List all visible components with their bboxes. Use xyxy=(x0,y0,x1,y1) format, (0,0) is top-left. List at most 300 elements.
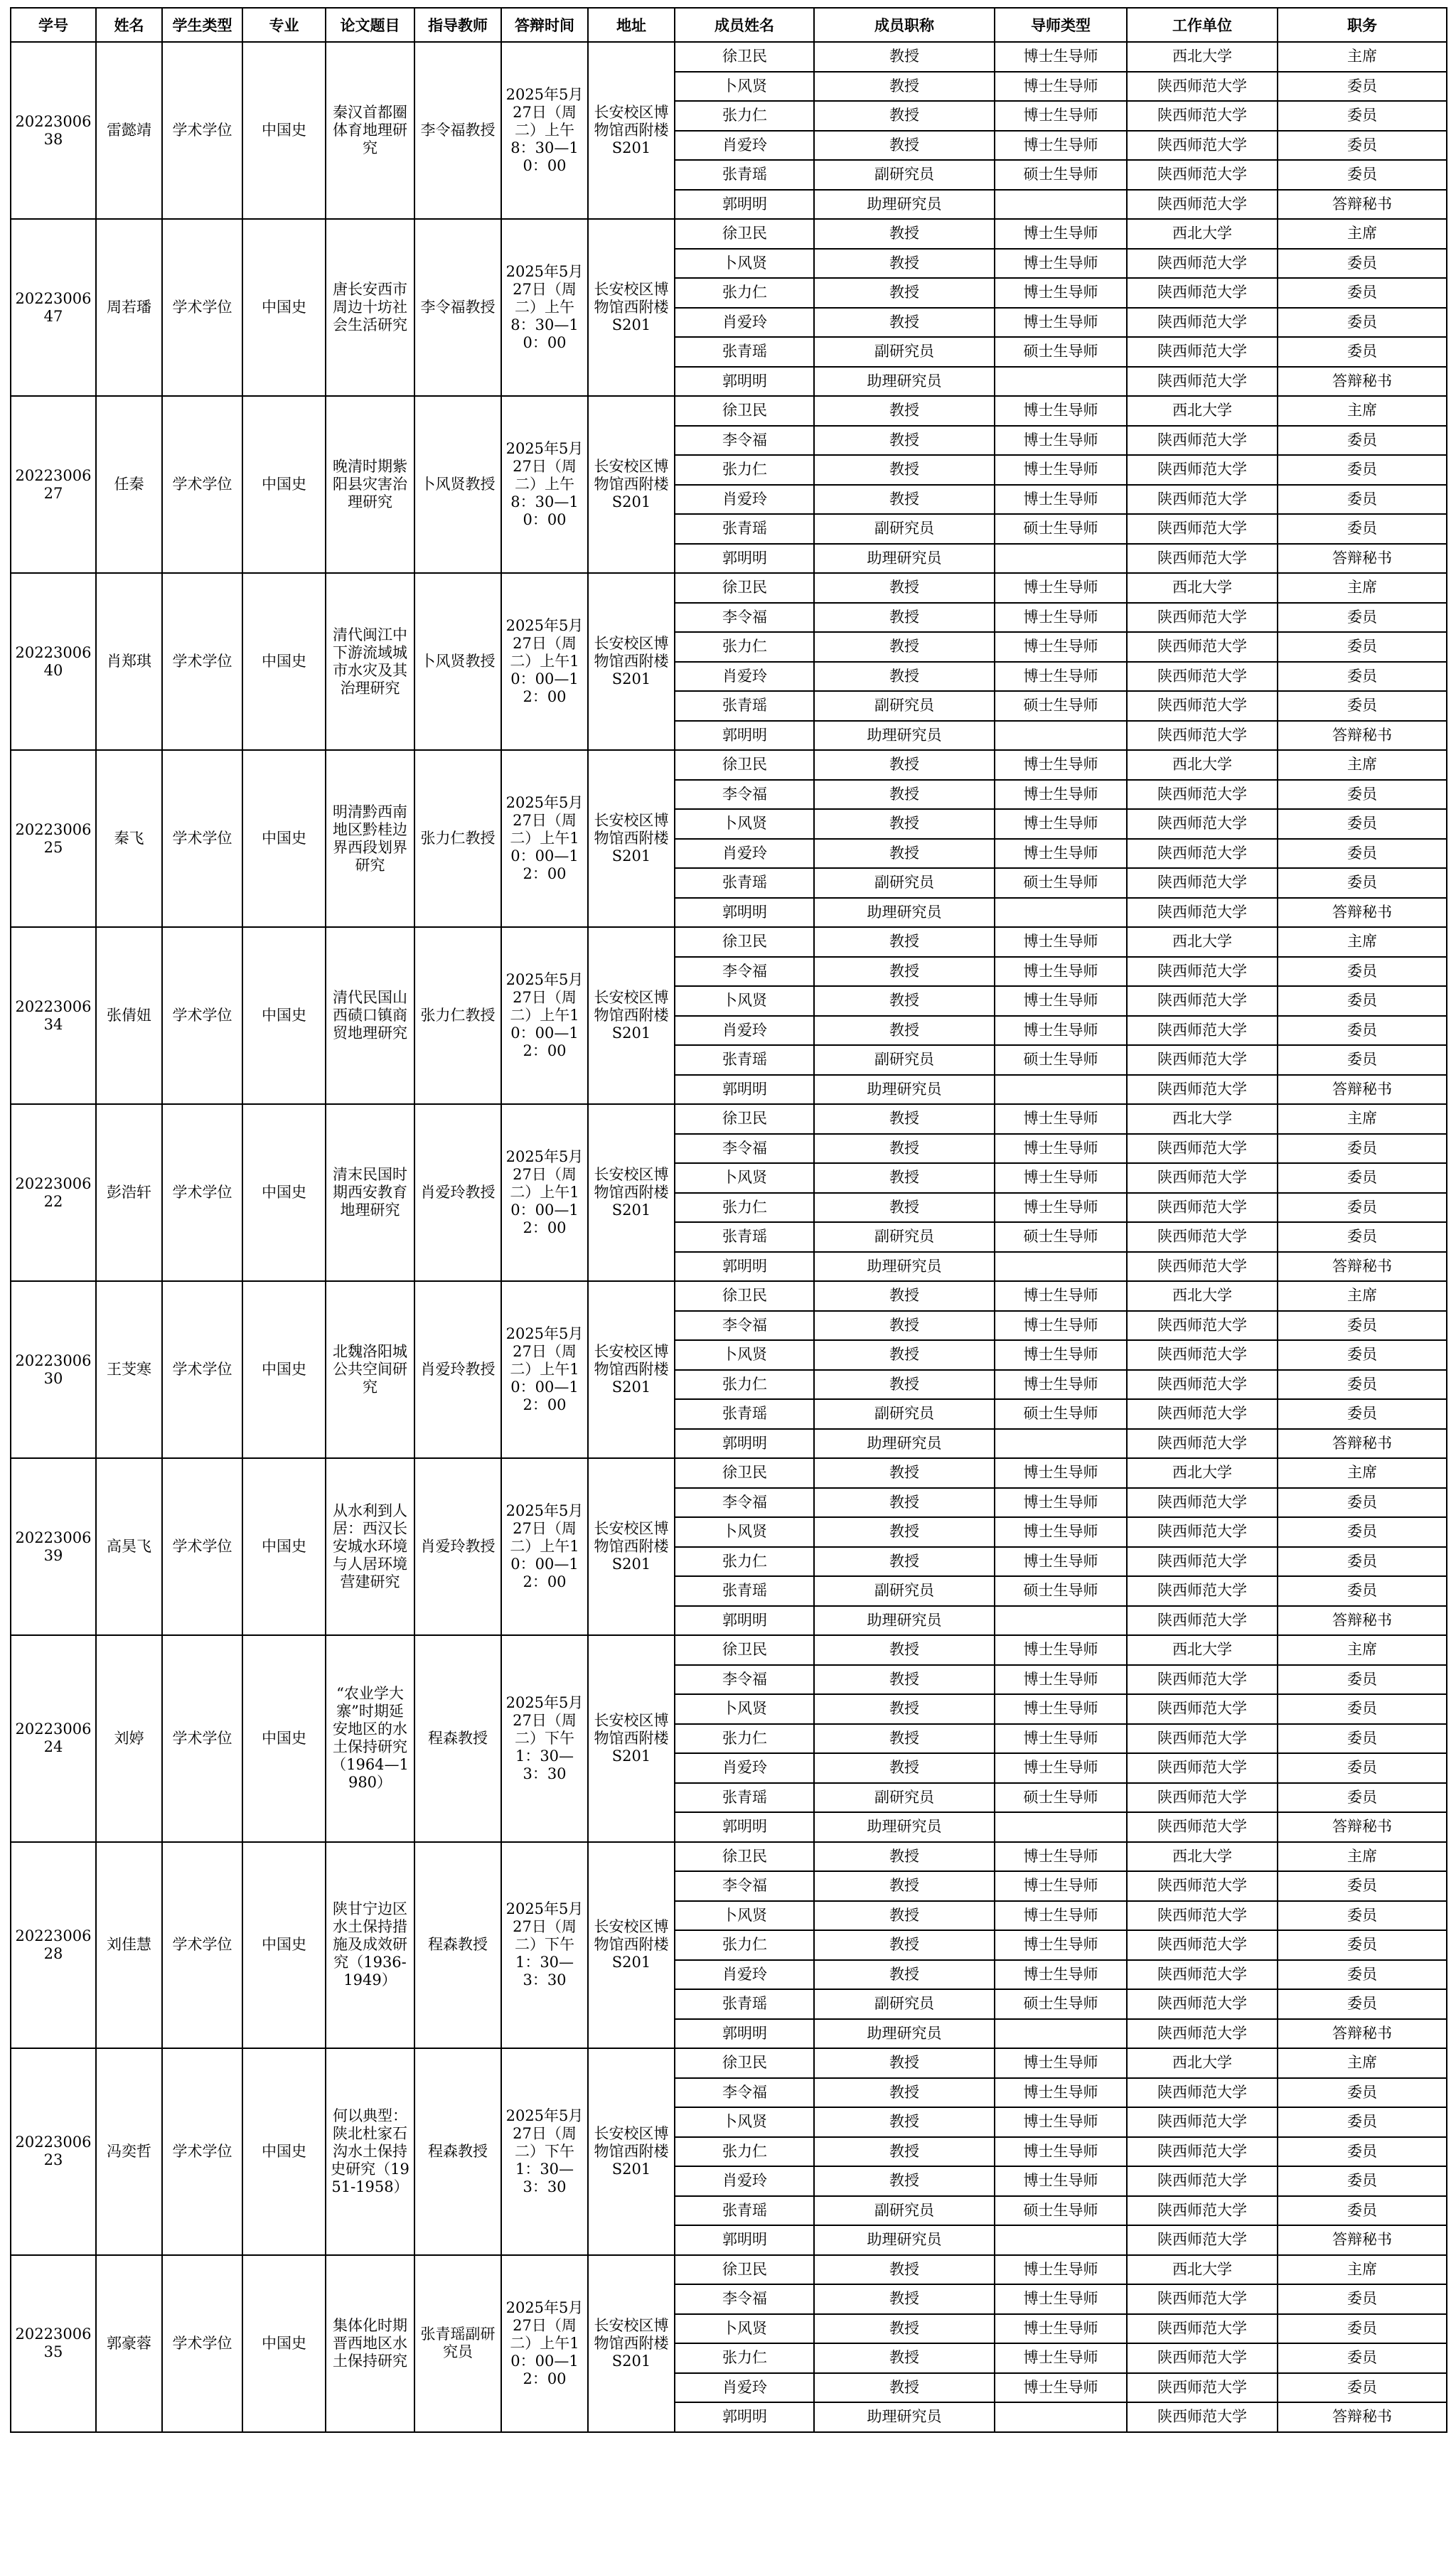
role-cell: 答辩秘书 xyxy=(1278,544,1447,574)
member-name-cell: 张力仁 xyxy=(675,2343,814,2373)
work-unit-cell: 陕西师范大学 xyxy=(1127,2373,1278,2403)
member-name-cell: 李令福 xyxy=(675,603,814,633)
supervisor-type-cell: 硕士生导师 xyxy=(995,337,1127,367)
work-unit-cell: 西北大学 xyxy=(1127,1104,1278,1134)
supervisor-type-cell: 博士生导师 xyxy=(995,1547,1127,1577)
work-unit-cell: 陕西师范大学 xyxy=(1127,1163,1278,1193)
role-cell: 答辩秘书 xyxy=(1278,2019,1447,2049)
member-title-cell: 教授 xyxy=(814,2373,995,2403)
supervisor-type-cell: 博士生导师 xyxy=(995,426,1127,456)
member-title-cell: 助理研究员 xyxy=(814,1812,995,1842)
defense-time-cell: 2025年5月27日（周二）上午8：30—10：00 xyxy=(501,219,588,396)
defense-schedule-table xyxy=(10,7,1447,2433)
member-name-cell: 张青瑶 xyxy=(675,1222,814,1252)
advisor-cell: 卜风贤教授 xyxy=(414,573,501,750)
role-cell: 委员 xyxy=(1278,2284,1447,2314)
supervisor-type-cell: 博士生导师 xyxy=(995,278,1127,308)
defense-time-cell: 2025年5月27日（周二）上午10：00—12：00 xyxy=(501,1281,588,1458)
role-cell: 主席 xyxy=(1278,750,1447,780)
role-cell: 主席 xyxy=(1278,927,1447,957)
member-title-cell: 教授 xyxy=(814,72,995,102)
member-title-cell: 教授 xyxy=(814,780,995,810)
student-name-cell: 周若璠 xyxy=(96,219,162,396)
location-cell: 长安校区博物馆西附楼S201 xyxy=(588,927,675,1104)
location-cell: 长安校区博物馆西附楼S201 xyxy=(588,750,675,927)
member-name-cell: 李令福 xyxy=(675,1871,814,1901)
location-cell: 长安校区博物馆西附楼S201 xyxy=(588,1458,675,1635)
role-cell: 委员 xyxy=(1278,1370,1447,1400)
student-id-cell: 2022300640 xyxy=(11,573,96,750)
member-name-cell: 张力仁 xyxy=(675,1930,814,1960)
member-title-cell: 教授 xyxy=(814,1724,995,1754)
work-unit-cell: 陕西师范大学 xyxy=(1127,72,1278,102)
member-title-cell: 助理研究员 xyxy=(814,1252,995,1282)
work-unit-cell: 陕西师范大学 xyxy=(1127,1075,1278,1105)
role-cell: 答辩秘书 xyxy=(1278,1252,1447,1282)
member-name-cell: 张力仁 xyxy=(675,278,814,308)
member-name-cell: 徐卫民 xyxy=(675,2255,814,2285)
member-name-cell: 郭明明 xyxy=(675,1075,814,1105)
member-title-cell: 教授 xyxy=(814,1193,995,1223)
supervisor-type-cell: 硕士生导师 xyxy=(995,514,1127,544)
member-name-cell: 张青瑶 xyxy=(675,691,814,721)
work-unit-cell: 陕西师范大学 xyxy=(1127,485,1278,515)
member-name-cell: 徐卫民 xyxy=(675,927,814,957)
student-type-cell: 学术学位 xyxy=(162,1104,242,1281)
member-name-cell: 卜风贤 xyxy=(675,2314,814,2344)
role-cell: 委员 xyxy=(1278,1665,1447,1695)
student-type-cell: 学术学位 xyxy=(162,1842,242,2049)
column-header: 论文题目 xyxy=(326,8,414,42)
work-unit-cell: 陕西师范大学 xyxy=(1127,1665,1278,1695)
member-title-cell: 助理研究员 xyxy=(814,544,995,574)
member-name-cell: 张力仁 xyxy=(675,455,814,485)
supervisor-type-cell: 博士生导师 xyxy=(995,1340,1127,1370)
work-unit-cell: 西北大学 xyxy=(1127,2048,1278,2078)
member-title-cell: 副研究员 xyxy=(814,1399,995,1429)
supervisor-type-cell xyxy=(995,367,1127,397)
column-header: 指导教师 xyxy=(414,8,501,42)
thesis-title-cell: 清代民国山西碛口镇商贸地理研究 xyxy=(326,927,414,1104)
student-id-cell: 2022300628 xyxy=(11,1842,96,2049)
member-title-cell: 助理研究员 xyxy=(814,190,995,220)
member-name-cell: 肖爱玲 xyxy=(675,131,814,161)
work-unit-cell: 陕西师范大学 xyxy=(1127,632,1278,662)
major-cell: 中国史 xyxy=(242,396,326,573)
defense-time-cell: 2025年5月27日（周二）上午10：00—12：00 xyxy=(501,1104,588,1281)
thesis-title-cell: 何以典型：陕北杜家石沟水土保持史研究（1951-1958） xyxy=(326,2048,414,2255)
member-title-cell: 教授 xyxy=(814,396,995,426)
member-title-cell: 教授 xyxy=(814,573,995,603)
role-cell: 委员 xyxy=(1278,662,1447,692)
supervisor-type-cell: 博士生导师 xyxy=(995,1930,1127,1960)
work-unit-cell: 陕西师范大学 xyxy=(1127,2107,1278,2137)
work-unit-cell: 陕西师范大学 xyxy=(1127,544,1278,574)
member-title-cell: 副研究员 xyxy=(814,514,995,544)
member-name-cell: 卜风贤 xyxy=(675,1517,814,1547)
supervisor-type-cell: 博士生导师 xyxy=(995,2137,1127,2167)
advisor-cell: 程森教授 xyxy=(414,1635,501,1842)
column-header: 工作单位 xyxy=(1127,8,1278,42)
column-header: 学号 xyxy=(11,8,96,42)
member-name-cell: 徐卫民 xyxy=(675,750,814,780)
member-title-cell: 教授 xyxy=(814,750,995,780)
role-cell: 委员 xyxy=(1278,485,1447,515)
supervisor-type-cell: 博士生导师 xyxy=(995,780,1127,810)
table-row xyxy=(11,42,1447,72)
role-cell: 委员 xyxy=(1278,839,1447,869)
member-title-cell: 教授 xyxy=(814,986,995,1016)
work-unit-cell: 西北大学 xyxy=(1127,219,1278,249)
supervisor-type-cell: 博士生导师 xyxy=(995,986,1127,1016)
major-cell: 中国史 xyxy=(242,1842,326,2049)
member-title-cell: 教授 xyxy=(814,1635,995,1665)
work-unit-cell: 陕西师范大学 xyxy=(1127,721,1278,751)
column-header: 成员职称 xyxy=(814,8,995,42)
location-cell: 长安校区博物馆西附楼S201 xyxy=(588,219,675,396)
column-header: 专业 xyxy=(242,8,326,42)
work-unit-cell: 陕西师范大学 xyxy=(1127,1960,1278,1990)
member-title-cell: 教授 xyxy=(814,1901,995,1931)
defense-time-cell: 2025年5月27日（周二）上午8：30—10：00 xyxy=(501,396,588,573)
student-type-cell: 学术学位 xyxy=(162,2255,242,2432)
student-name-cell: 张倩妞 xyxy=(96,927,162,1104)
student-type-cell: 学术学位 xyxy=(162,1635,242,1842)
member-name-cell: 张青瑶 xyxy=(675,337,814,367)
major-cell: 中国史 xyxy=(242,750,326,927)
supervisor-type-cell xyxy=(995,1252,1127,1282)
member-title-cell: 副研究员 xyxy=(814,1222,995,1252)
member-name-cell: 徐卫民 xyxy=(675,1458,814,1488)
work-unit-cell: 陕西师范大学 xyxy=(1127,1222,1278,1252)
work-unit-cell: 陕西师范大学 xyxy=(1127,1930,1278,1960)
work-unit-cell: 陕西师范大学 xyxy=(1127,1045,1278,1075)
column-header: 成员姓名 xyxy=(675,8,814,42)
member-name-cell: 肖爱玲 xyxy=(675,1016,814,1046)
student-id-cell: 2022300624 xyxy=(11,1635,96,1842)
member-name-cell: 张力仁 xyxy=(675,2137,814,2167)
member-title-cell: 助理研究员 xyxy=(814,1429,995,1459)
member-name-cell: 郭明明 xyxy=(675,898,814,928)
member-title-cell: 教授 xyxy=(814,2137,995,2167)
role-cell: 委员 xyxy=(1278,1016,1447,1046)
role-cell: 委员 xyxy=(1278,2373,1447,2403)
member-name-cell: 郭明明 xyxy=(675,190,814,220)
member-title-cell: 助理研究员 xyxy=(814,721,995,751)
advisor-cell: 肖爱玲教授 xyxy=(414,1458,501,1635)
supervisor-type-cell: 博士生导师 xyxy=(995,1901,1127,1931)
defense-time-cell: 2025年5月27日（周二）上午10：00—12：00 xyxy=(501,750,588,927)
work-unit-cell: 西北大学 xyxy=(1127,1281,1278,1311)
member-name-cell: 张青瑶 xyxy=(675,160,814,190)
role-cell: 委员 xyxy=(1278,1871,1447,1901)
role-cell: 委员 xyxy=(1278,603,1447,633)
role-cell: 委员 xyxy=(1278,72,1447,102)
supervisor-type-cell: 博士生导师 xyxy=(995,1370,1127,1400)
student-id-cell: 2022300635 xyxy=(11,2255,96,2432)
supervisor-type-cell: 博士生导师 xyxy=(995,603,1127,633)
member-name-cell: 李令福 xyxy=(675,2284,814,2314)
student-name-cell: 郭豪蓉 xyxy=(96,2255,162,2432)
work-unit-cell: 陕西师范大学 xyxy=(1127,2166,1278,2196)
role-cell: 委员 xyxy=(1278,986,1447,1016)
table-row xyxy=(11,1104,1447,1134)
major-cell: 中国史 xyxy=(242,927,326,1104)
major-cell: 中国史 xyxy=(242,1458,326,1635)
role-cell: 委员 xyxy=(1278,1340,1447,1370)
member-name-cell: 张力仁 xyxy=(675,1193,814,1223)
location-cell: 长安校区博物馆西附楼S201 xyxy=(588,2048,675,2255)
work-unit-cell: 陕西师范大学 xyxy=(1127,1193,1278,1223)
work-unit-cell: 陕西师范大学 xyxy=(1127,337,1278,367)
work-unit-cell: 陕西师范大学 xyxy=(1127,190,1278,220)
table-body xyxy=(11,42,1447,2432)
thesis-title-cell: 晚清时期紫阳县灾害治理研究 xyxy=(326,396,414,573)
role-cell: 委员 xyxy=(1278,1901,1447,1931)
supervisor-type-cell: 博士生导师 xyxy=(995,2284,1127,2314)
member-name-cell: 卜风贤 xyxy=(675,2107,814,2137)
member-name-cell: 郭明明 xyxy=(675,2019,814,2049)
student-id-cell: 2022300623 xyxy=(11,2048,96,2255)
supervisor-type-cell: 硕士生导师 xyxy=(995,1222,1127,1252)
supervisor-type-cell: 博士生导师 xyxy=(995,1311,1127,1341)
role-cell: 委员 xyxy=(1278,868,1447,898)
thesis-title-cell: 集体化时期晋西地区水土保持研究 xyxy=(326,2255,414,2432)
role-cell: 委员 xyxy=(1278,632,1447,662)
work-unit-cell: 陕西师范大学 xyxy=(1127,308,1278,338)
role-cell: 委员 xyxy=(1278,249,1447,279)
student-name-cell: 彭浩轩 xyxy=(96,1104,162,1281)
defense-time-cell: 2025年5月27日（周二）上午10：00—12：00 xyxy=(501,2255,588,2432)
supervisor-type-cell: 博士生导师 xyxy=(995,1635,1127,1665)
member-title-cell: 教授 xyxy=(814,1311,995,1341)
member-title-cell: 教授 xyxy=(814,839,995,869)
member-title-cell: 助理研究员 xyxy=(814,1606,995,1636)
supervisor-type-cell: 硕士生导师 xyxy=(995,868,1127,898)
member-name-cell: 郭明明 xyxy=(675,1252,814,1282)
work-unit-cell: 陕西师范大学 xyxy=(1127,2343,1278,2373)
student-type-cell: 学术学位 xyxy=(162,219,242,396)
member-title-cell: 副研究员 xyxy=(814,1783,995,1813)
advisor-cell: 卜风贤教授 xyxy=(414,396,501,573)
major-cell: 中国史 xyxy=(242,1635,326,1842)
role-cell: 委员 xyxy=(1278,780,1447,810)
member-name-cell: 肖爱玲 xyxy=(675,2166,814,2196)
member-title-cell: 教授 xyxy=(814,1517,995,1547)
member-title-cell: 教授 xyxy=(814,1547,995,1577)
member-name-cell: 张青瑶 xyxy=(675,514,814,544)
member-name-cell: 徐卫民 xyxy=(675,1281,814,1311)
student-id-cell: 2022300634 xyxy=(11,927,96,1104)
work-unit-cell: 陕西师范大学 xyxy=(1127,1576,1278,1606)
member-title-cell: 教授 xyxy=(814,308,995,338)
role-cell: 答辩秘书 xyxy=(1278,2402,1447,2432)
supervisor-type-cell xyxy=(995,898,1127,928)
defense-time-cell: 2025年5月27日（周二）上午10：00—12：00 xyxy=(501,1458,588,1635)
member-title-cell: 教授 xyxy=(814,2107,995,2137)
location-cell: 长安校区博物馆西附楼S201 xyxy=(588,1104,675,1281)
member-title-cell: 教授 xyxy=(814,1842,995,1872)
member-name-cell: 卜风贤 xyxy=(675,249,814,279)
supervisor-type-cell: 博士生导师 xyxy=(995,1016,1127,1046)
role-cell: 委员 xyxy=(1278,957,1447,987)
role-cell: 答辩秘书 xyxy=(1278,367,1447,397)
supervisor-type-cell: 博士生导师 xyxy=(995,72,1127,102)
member-title-cell: 副研究员 xyxy=(814,1989,995,2019)
work-unit-cell: 陕西师范大学 xyxy=(1127,2402,1278,2432)
advisor-cell: 张力仁教授 xyxy=(414,750,501,927)
work-unit-cell: 陕西师范大学 xyxy=(1127,1370,1278,1400)
member-name-cell: 徐卫民 xyxy=(675,1635,814,1665)
role-cell: 主席 xyxy=(1278,2048,1447,2078)
member-name-cell: 郭明明 xyxy=(675,721,814,751)
supervisor-type-cell: 博士生导师 xyxy=(995,1458,1127,1488)
member-name-cell: 肖爱玲 xyxy=(675,1753,814,1783)
student-name-cell: 冯奕哲 xyxy=(96,2048,162,2255)
column-header: 职务 xyxy=(1278,8,1447,42)
member-name-cell: 徐卫民 xyxy=(675,42,814,72)
member-title-cell: 教授 xyxy=(814,2314,995,2344)
thesis-title-cell: “农业学大寨”时期延安地区的水土保持研究（1964—1980） xyxy=(326,1635,414,1842)
advisor-cell: 张青瑶副研究员 xyxy=(414,2255,501,2432)
role-cell: 答辩秘书 xyxy=(1278,1075,1447,1105)
work-unit-cell: 陕西师范大学 xyxy=(1127,1901,1278,1931)
work-unit-cell: 西北大学 xyxy=(1127,1458,1278,1488)
supervisor-type-cell: 博士生导师 xyxy=(995,2048,1127,2078)
role-cell: 主席 xyxy=(1278,396,1447,426)
supervisor-type-cell: 博士生导师 xyxy=(995,249,1127,279)
supervisor-type-cell: 博士生导师 xyxy=(995,308,1127,338)
role-cell: 委员 xyxy=(1278,2078,1447,2108)
member-title-cell: 副研究员 xyxy=(814,691,995,721)
location-cell: 长安校区博物馆西附楼S201 xyxy=(588,1842,675,2049)
member-name-cell: 李令福 xyxy=(675,2078,814,2108)
work-unit-cell: 陕西师范大学 xyxy=(1127,278,1278,308)
work-unit-cell: 陕西师范大学 xyxy=(1127,1753,1278,1783)
supervisor-type-cell: 博士生导师 xyxy=(995,1871,1127,1901)
advisor-cell: 肖爱玲教授 xyxy=(414,1104,501,1281)
role-cell: 答辩秘书 xyxy=(1278,721,1447,751)
major-cell: 中国史 xyxy=(242,42,326,219)
role-cell: 委员 xyxy=(1278,455,1447,485)
member-title-cell: 助理研究员 xyxy=(814,2019,995,2049)
student-id-cell: 2022300647 xyxy=(11,219,96,396)
member-name-cell: 卜风贤 xyxy=(675,986,814,1016)
member-name-cell: 肖爱玲 xyxy=(675,485,814,515)
thesis-title-cell: 秦汉首都圈体育地理研究 xyxy=(326,42,414,219)
member-name-cell: 卜风贤 xyxy=(675,1163,814,1193)
member-title-cell: 教授 xyxy=(814,809,995,839)
member-title-cell: 副研究员 xyxy=(814,1576,995,1606)
role-cell: 答辩秘书 xyxy=(1278,1812,1447,1842)
role-cell: 委员 xyxy=(1278,1547,1447,1577)
supervisor-type-cell: 博士生导师 xyxy=(995,1193,1127,1223)
member-name-cell: 郭明明 xyxy=(675,1812,814,1842)
student-type-cell: 学术学位 xyxy=(162,2048,242,2255)
supervisor-type-cell xyxy=(995,1075,1127,1105)
defense-schedule xyxy=(10,7,1447,2433)
role-cell: 委员 xyxy=(1278,1399,1447,1429)
supervisor-type-cell: 硕士生导师 xyxy=(995,1045,1127,1075)
member-name-cell: 张力仁 xyxy=(675,1547,814,1577)
member-title-cell: 教授 xyxy=(814,1871,995,1901)
member-title-cell: 助理研究员 xyxy=(814,898,995,928)
work-unit-cell: 陕西师范大学 xyxy=(1127,1016,1278,1046)
member-name-cell: 张力仁 xyxy=(675,101,814,131)
location-cell: 长安校区博物馆西附楼S201 xyxy=(588,573,675,750)
column-header: 姓名 xyxy=(96,8,162,42)
role-cell: 委员 xyxy=(1278,426,1447,456)
student-name-cell: 秦飞 xyxy=(96,750,162,927)
role-cell: 委员 xyxy=(1278,160,1447,190)
work-unit-cell: 西北大学 xyxy=(1127,1842,1278,1872)
member-title-cell: 教授 xyxy=(814,1104,995,1134)
role-cell: 委员 xyxy=(1278,1989,1447,2019)
member-name-cell: 李令福 xyxy=(675,1665,814,1695)
role-cell: 委员 xyxy=(1278,2314,1447,2344)
supervisor-type-cell: 博士生导师 xyxy=(995,662,1127,692)
supervisor-type-cell xyxy=(995,544,1127,574)
supervisor-type-cell: 硕士生导师 xyxy=(995,2196,1127,2226)
supervisor-type-cell: 博士生导师 xyxy=(995,2078,1127,2108)
supervisor-type-cell: 博士生导师 xyxy=(995,1104,1127,1134)
member-name-cell: 李令福 xyxy=(675,426,814,456)
work-unit-cell: 陕西师范大学 xyxy=(1127,1812,1278,1842)
supervisor-type-cell xyxy=(995,1606,1127,1636)
column-header: 导师类型 xyxy=(995,8,1127,42)
student-type-cell: 学术学位 xyxy=(162,1458,242,1635)
student-id-cell: 2022300638 xyxy=(11,42,96,219)
student-id-cell: 2022300627 xyxy=(11,396,96,573)
member-title-cell: 教授 xyxy=(814,1753,995,1783)
member-name-cell: 李令福 xyxy=(675,780,814,810)
advisor-cell: 程森教授 xyxy=(414,2048,501,2255)
member-title-cell: 助理研究员 xyxy=(814,2402,995,2432)
supervisor-type-cell: 博士生导师 xyxy=(995,1517,1127,1547)
table-row xyxy=(11,750,1447,780)
table-row xyxy=(11,396,1447,426)
work-unit-cell: 陕西师范大学 xyxy=(1127,1429,1278,1459)
student-name-cell: 任秦 xyxy=(96,396,162,573)
work-unit-cell: 陕西师范大学 xyxy=(1127,1694,1278,1724)
role-cell: 主席 xyxy=(1278,42,1447,72)
major-cell: 中国史 xyxy=(242,573,326,750)
thesis-title-cell: 陕甘宁边区水土保持措施及成效研究（1936-1949） xyxy=(326,1842,414,2049)
thesis-title-cell: 清代闽江中下游流域城市水灾及其治理研究 xyxy=(326,573,414,750)
column-header: 地址 xyxy=(588,8,675,42)
student-type-cell: 学术学位 xyxy=(162,396,242,573)
member-title-cell: 教授 xyxy=(814,2166,995,2196)
table-row xyxy=(11,927,1447,957)
table-row xyxy=(11,2255,1447,2285)
member-name-cell: 李令福 xyxy=(675,1134,814,1164)
supervisor-type-cell: 博士生导师 xyxy=(995,1163,1127,1193)
supervisor-type-cell: 博士生导师 xyxy=(995,1488,1127,1518)
supervisor-type-cell: 博士生导师 xyxy=(995,396,1127,426)
member-title-cell: 副研究员 xyxy=(814,2196,995,2226)
role-cell: 主席 xyxy=(1278,1635,1447,1665)
column-header: 学生类型 xyxy=(162,8,242,42)
member-name-cell: 肖爱玲 xyxy=(675,308,814,338)
work-unit-cell: 陕西师范大学 xyxy=(1127,986,1278,1016)
role-cell: 主席 xyxy=(1278,1458,1447,1488)
member-title-cell: 助理研究员 xyxy=(814,1075,995,1105)
work-unit-cell: 陕西师范大学 xyxy=(1127,426,1278,456)
member-name-cell: 卜风贤 xyxy=(675,1694,814,1724)
role-cell: 委员 xyxy=(1278,131,1447,161)
role-cell: 委员 xyxy=(1278,278,1447,308)
member-title-cell: 教授 xyxy=(814,2343,995,2373)
